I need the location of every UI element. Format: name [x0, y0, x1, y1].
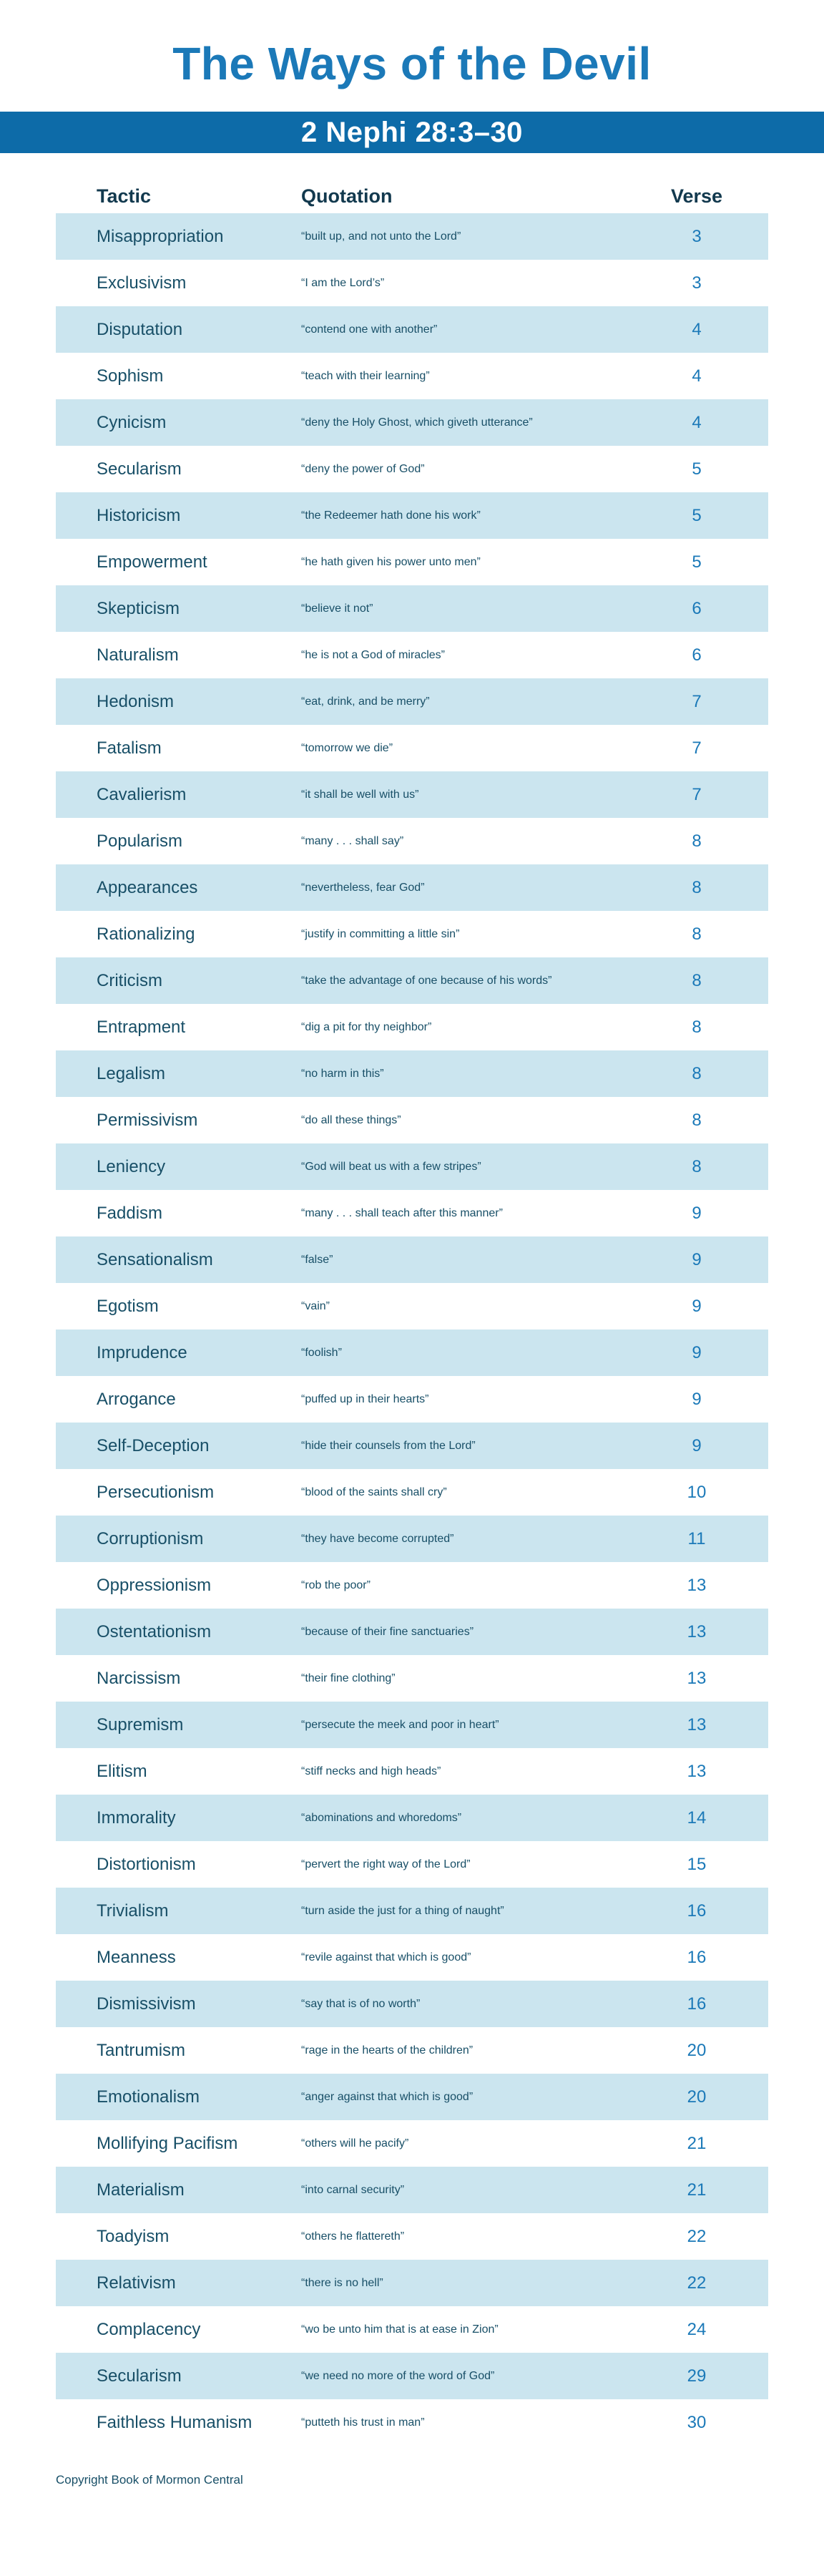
tactic-cell: Toadyism	[97, 2226, 170, 2246]
tactic-cell: Supremism	[97, 1714, 184, 1735]
verse-cell: 13	[687, 1714, 707, 1735]
tactic-cell: Hedonism	[97, 691, 175, 711]
quotation-cell: “their fine clothing”	[301, 1672, 396, 1684]
verse-cell: 16	[687, 1994, 707, 2014]
quotation-cell: “blood of the saints shall cry”	[301, 1485, 447, 1498]
quotation-cell: “abominations and whoredoms”	[301, 1811, 462, 1824]
quotation-cell: “God will beat us with a few stripes”	[301, 1160, 481, 1173]
tactic-cell: Fatalism	[97, 738, 162, 758]
verse-cell: 6	[692, 598, 702, 618]
table-row	[56, 353, 768, 399]
table-row	[56, 2353, 768, 2399]
table-row	[56, 539, 768, 585]
tactic-cell: Legalism	[97, 1063, 166, 1083]
verse-cell: 13	[687, 1621, 707, 1641]
quotation-cell: “hide their counsels from the Lord”	[301, 1439, 476, 1452]
quotation-cell: “he is not a God of miracles”	[301, 648, 445, 661]
quotation-cell: “false”	[301, 1253, 333, 1266]
tactic-cell: Empowerment	[97, 552, 207, 572]
verse-cell: 5	[692, 459, 702, 479]
subtitle-text: 2 Nephi 28:3–30	[301, 116, 523, 148]
quotation-cell: “foolish”	[301, 1346, 342, 1359]
tactic-cell: Faithless Humanism	[97, 2412, 252, 2432]
verse-cell: 21	[687, 2133, 707, 2153]
quotation-cell: “many . . . shall say”	[301, 834, 404, 847]
table-row	[56, 911, 768, 957]
table-row	[56, 1004, 768, 1050]
verse-cell: 8	[692, 1156, 702, 1176]
tactic-cell: Mollifying Pacifism	[97, 2133, 238, 2153]
tactic-cell: Secularism	[97, 2366, 182, 2386]
table-row	[56, 2027, 768, 2074]
quotation-cell: “we need no more of the word of God”	[301, 2369, 495, 2382]
table-header-row	[56, 179, 768, 213]
verse-cell: 9	[692, 1435, 702, 1455]
table-row	[56, 1888, 768, 1934]
quotation-cell: “into carnal security”	[301, 2183, 405, 2196]
quotation-cell: “nevertheless, fear God”	[301, 881, 425, 894]
quotation-cell: “others will he pacify”	[301, 2137, 409, 2150]
verse-cell: 7	[692, 738, 702, 758]
table-row	[56, 1795, 768, 1841]
verse-cell: 9	[692, 1296, 702, 1316]
verse-cell: 16	[687, 1947, 707, 1967]
quotation-cell: “the Redeemer hath done his work”	[301, 509, 481, 522]
verse-cell: 9	[692, 1203, 702, 1223]
table-row	[56, 1097, 768, 1143]
verse-cell: 3	[692, 226, 702, 246]
table-row	[56, 585, 768, 632]
table-row	[56, 1748, 768, 1795]
table-row	[56, 306, 768, 353]
verse-cell: 20	[687, 2040, 707, 2060]
table-row	[56, 399, 768, 446]
verse-cell: 9	[692, 1249, 702, 1269]
tactic-cell: Dismissivism	[97, 1994, 196, 2014]
verse-cell: 29	[687, 2366, 707, 2386]
column-header-quotation: Quotation	[301, 185, 393, 207]
table-row	[56, 678, 768, 725]
table-row	[56, 957, 768, 1004]
table-row	[56, 1469, 768, 1516]
table-row	[56, 446, 768, 492]
verse-cell: 5	[692, 505, 702, 525]
verse-cell: 7	[692, 691, 702, 711]
verse-cell: 9	[692, 1389, 702, 1409]
table-row	[56, 213, 768, 260]
tactic-cell: Appearances	[97, 877, 198, 897]
tactic-cell: Tantrumism	[97, 2040, 186, 2060]
table-row	[56, 1330, 768, 1376]
table-row	[56, 2213, 768, 2260]
tactic-cell: Oppressionism	[97, 1575, 212, 1595]
table-row	[56, 725, 768, 771]
tactic-cell: Faddism	[97, 1203, 163, 1223]
table-row	[56, 2167, 768, 2213]
quotation-cell: “believe it not”	[301, 602, 373, 615]
verse-cell: 7	[692, 784, 702, 804]
quotation-cell: “deny the Holy Ghost, which giveth utterance”	[301, 416, 533, 429]
quotation-cell: “dig a pit for thy neighbor”	[301, 1020, 432, 1033]
verse-cell: 21	[687, 2180, 707, 2200]
quotation-cell: “it shall be well with us”	[301, 788, 419, 801]
table-row	[56, 1841, 768, 1888]
tactic-cell: Naturalism	[97, 645, 179, 665]
column-header-tactic: Tactic	[97, 185, 152, 207]
verse-cell: 13	[687, 1668, 707, 1688]
verse-cell: 30	[687, 2412, 707, 2432]
table-row	[56, 864, 768, 911]
quotation-cell: “they have become corrupted”	[301, 1532, 454, 1545]
table-row	[56, 1609, 768, 1655]
verse-cell: 8	[692, 1017, 702, 1037]
table-row	[56, 1516, 768, 1562]
tactic-cell: Permissivism	[97, 1110, 198, 1130]
tactic-cell: Entrapment	[97, 1017, 186, 1037]
tactic-cell: Historicism	[97, 505, 181, 525]
tactic-cell: Imprudence	[97, 1342, 187, 1362]
quotation-cell: “vain”	[301, 1299, 330, 1312]
tactic-cell: Criticism	[97, 970, 162, 990]
quotation-cell: “justify in committing a little sin”	[301, 927, 460, 940]
tactic-cell: Elitism	[97, 1761, 147, 1781]
table-row	[56, 818, 768, 864]
table-row	[56, 771, 768, 818]
quotation-cell: “do all these things”	[301, 1113, 401, 1126]
tactic-cell: Exclusivism	[97, 273, 187, 293]
column-header-verse: Verse	[670, 185, 723, 207]
verse-cell: 6	[692, 645, 702, 665]
verse-cell: 11	[687, 1528, 706, 1548]
quotation-cell: “rage in the hearts of the children”	[301, 2044, 474, 2057]
quotation-cell: “no harm in this”	[301, 1067, 384, 1080]
verse-cell: 4	[692, 319, 702, 339]
tactic-cell: Skepticism	[97, 598, 180, 618]
verse-cell: 8	[692, 1063, 702, 1083]
quotation-cell: “others he flattereth”	[301, 2230, 405, 2243]
table-row	[56, 1050, 768, 1097]
quotation-cell: “because of their fine sanctuaries”	[301, 1625, 474, 1638]
quotation-cell: “take the advantage of one because of his words”	[301, 974, 552, 987]
verse-cell: 8	[692, 970, 702, 990]
table-row	[56, 1376, 768, 1423]
tactic-cell: Relativism	[97, 2273, 176, 2293]
tactic-cell: Sophism	[97, 366, 164, 386]
verse-cell: 4	[692, 412, 702, 432]
table-row	[56, 1423, 768, 1469]
verse-cell: 10	[687, 1482, 707, 1502]
tactic-cell: Self-Deception	[97, 1435, 210, 1455]
quotation-cell: “teach with their learning”	[301, 369, 430, 382]
tactic-cell: Narcissism	[97, 1668, 181, 1688]
verse-cell: 5	[692, 552, 702, 572]
table-row	[56, 1655, 768, 1702]
quotation-cell: “he hath given his power unto men”	[301, 555, 481, 568]
tactic-cell: Arrogance	[97, 1389, 176, 1409]
tactic-cell: Rationalizing	[97, 924, 195, 944]
tactic-cell: Ostentationism	[97, 1621, 212, 1641]
quotation-cell: “rob the poor”	[301, 1579, 371, 1591]
tactic-cell: Sensationalism	[97, 1249, 213, 1269]
quotation-cell: “built up, and not unto the Lord”	[301, 230, 461, 243]
tactic-cell: Emotionalism	[97, 2087, 200, 2107]
tactic-cell: Distortionism	[97, 1854, 196, 1874]
quotation-cell: “eat, drink, and be merry”	[301, 695, 430, 708]
quotation-cell: “say that is of no worth”	[301, 1997, 421, 2010]
quotation-cell: “deny the power of God”	[301, 462, 425, 475]
table-row	[56, 1702, 768, 1748]
tactic-cell: Cynicism	[97, 412, 167, 432]
table-row	[56, 1190, 768, 1236]
tactic-cell: Egotism	[97, 1296, 159, 1316]
quotation-cell: “there is no hell”	[301, 2276, 383, 2289]
tactic-cell: Meanness	[97, 1947, 176, 1967]
verse-cell: 8	[692, 924, 702, 944]
tactic-cell: Disputation	[97, 319, 183, 339]
quotation-cell: “persecute the meek and poor in heart”	[301, 1718, 499, 1731]
verse-cell: 14	[687, 1807, 707, 1828]
quotation-cell: “tomorrow we die”	[301, 741, 393, 754]
tactic-cell: Misappropriation	[97, 226, 224, 246]
table-row	[56, 1981, 768, 2027]
tactic-cell: Trivialism	[97, 1901, 169, 1921]
table-row	[56, 2306, 768, 2353]
tactic-cell: Cavalierism	[97, 784, 187, 804]
tactic-cell: Persecutionism	[97, 1482, 215, 1502]
verse-cell: 9	[692, 1342, 702, 1362]
quotation-cell: “putteth his trust in man”	[301, 2416, 425, 2429]
verse-cell: 24	[687, 2319, 707, 2339]
verse-cell: 4	[692, 366, 702, 386]
quotation-cell: “I am the Lord’s”	[301, 276, 385, 289]
verse-cell: 16	[687, 1901, 707, 1921]
tactic-cell: Complacency	[97, 2319, 201, 2339]
verse-cell: 8	[692, 831, 702, 851]
verse-cell: 22	[687, 2226, 707, 2246]
table-row	[56, 260, 768, 306]
verse-cell: 20	[687, 2087, 707, 2107]
tactic-cell: Immorality	[97, 1807, 176, 1828]
page-title: The Ways of the Devil	[172, 38, 652, 89]
table-row	[56, 632, 768, 678]
verse-cell: 3	[692, 273, 702, 293]
verse-cell: 22	[687, 2273, 707, 2293]
quotation-cell: “pervert the right way of the Lord”	[301, 1858, 471, 1870]
tactics-table	[56, 179, 768, 2446]
table-row	[56, 1934, 768, 1981]
table-row	[56, 1236, 768, 1283]
subtitle-bar	[0, 112, 824, 153]
quotation-cell: “turn aside the just for a thing of naught”	[301, 1904, 504, 1917]
tactic-cell: Corruptionism	[97, 1528, 204, 1548]
quotation-cell: “many . . . shall teach after this manner”	[301, 1206, 503, 1219]
table-row	[56, 2120, 768, 2167]
tactic-cell: Popularism	[97, 831, 183, 851]
quotation-cell: “wo be unto him that is at ease in Zion”	[301, 2323, 499, 2336]
verse-cell: 13	[687, 1761, 707, 1781]
table-row	[56, 492, 768, 539]
quotation-cell: “anger against that which is good”	[301, 2090, 474, 2103]
quotation-cell: “contend one with another”	[301, 323, 438, 336]
tactic-cell: Leniency	[97, 1156, 166, 1176]
tactic-cell: Materialism	[97, 2180, 185, 2200]
verse-cell: 8	[692, 877, 702, 897]
table-row	[56, 2260, 768, 2306]
tactic-cell: Secularism	[97, 459, 182, 479]
verse-cell: 13	[687, 1575, 707, 1595]
copyright-text: Copyright Book of Mormon Central	[56, 2473, 243, 2487]
verse-cell: 8	[692, 1110, 702, 1130]
verse-cell: 15	[687, 1854, 707, 1874]
table-row	[56, 1143, 768, 1190]
quotation-cell: “revile against that which is good”	[301, 1951, 471, 1963]
table-row	[56, 2399, 768, 2446]
quotation-cell: “puffed up in their hearts”	[301, 1392, 429, 1405]
table-row	[56, 1562, 768, 1609]
table-row	[56, 1283, 768, 1330]
table-body	[56, 213, 768, 2446]
quotation-cell: “stiff necks and high heads”	[301, 1765, 441, 1777]
table-row	[56, 2074, 768, 2120]
